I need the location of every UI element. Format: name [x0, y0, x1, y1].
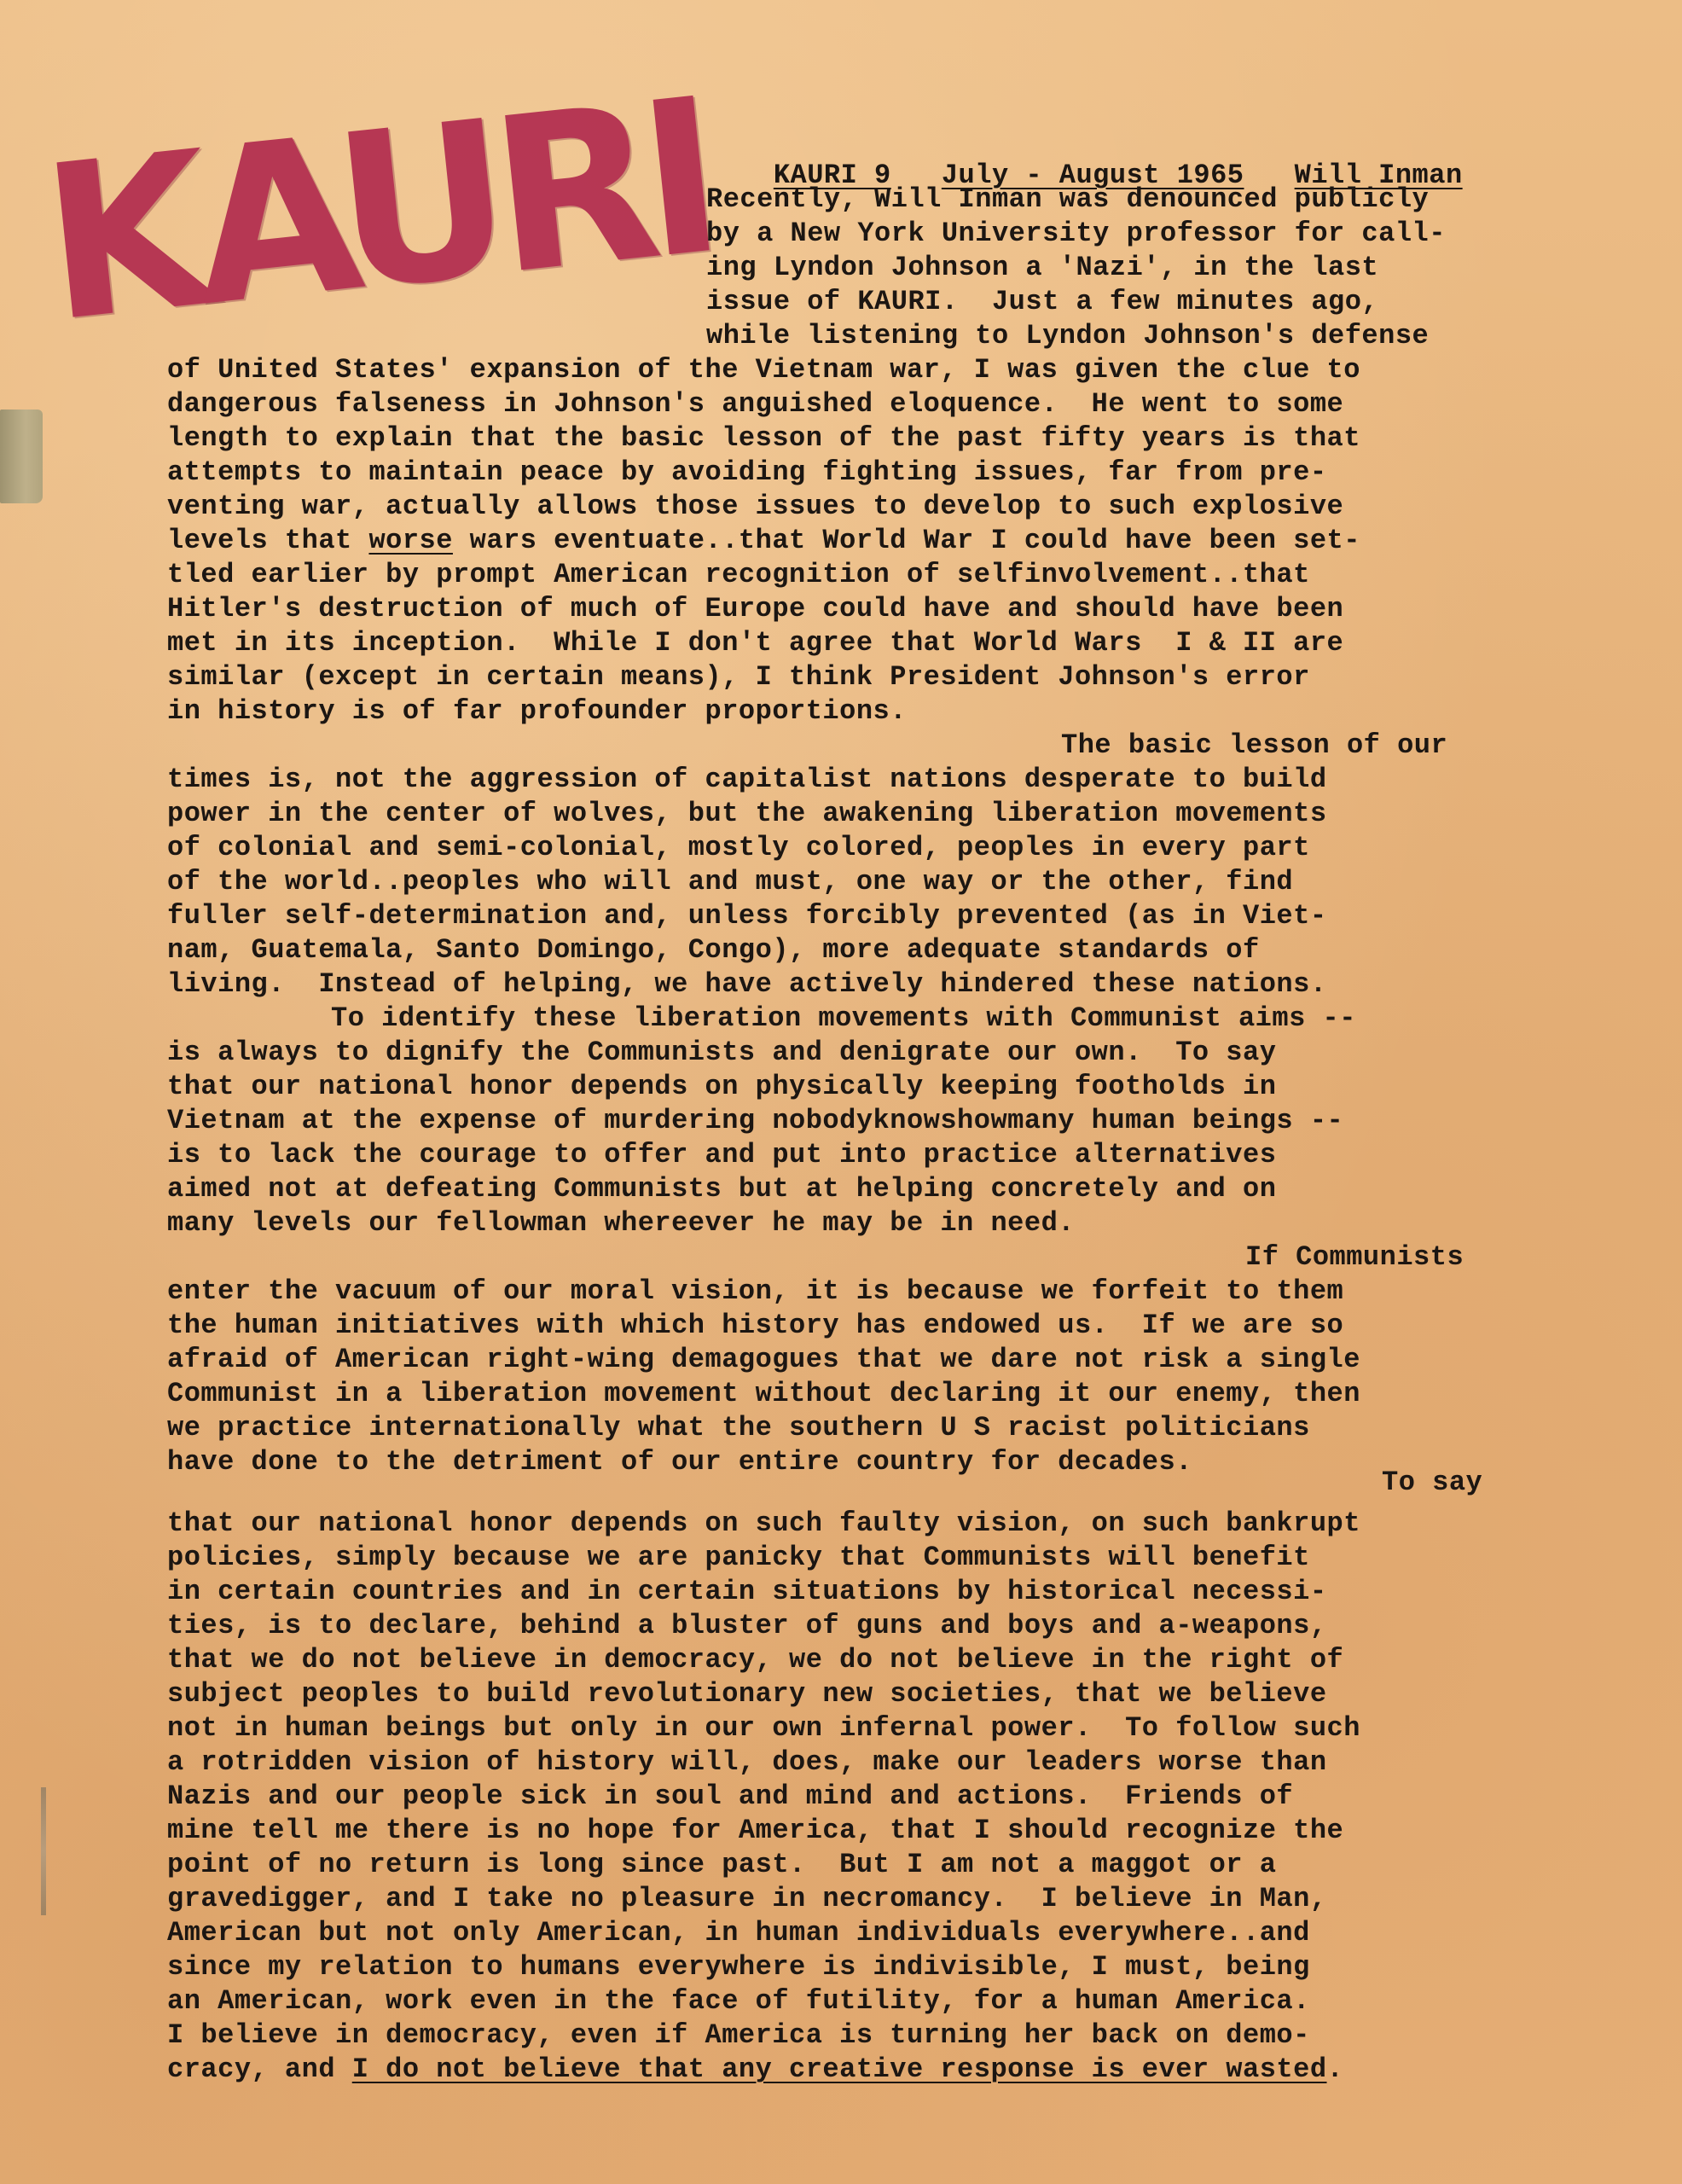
- text-line: afraid of American right-wing demagogues that we dare not risk a single: [167, 1344, 1360, 1375]
- underlined-phrase: I do not believe that any creative response is ever wasted: [351, 2053, 1327, 2085]
- text-line: an American, work even in the face of futility, for a human America.: [167, 1985, 1310, 2017]
- text-segment: levels that: [167, 525, 369, 556]
- text-line: ties, is to declare, behind a bluster of guns and boys and a-weapons,: [167, 1610, 1327, 1641]
- text-line: of colonial and semi-colonial, mostly colored, peoples in every part: [167, 832, 1310, 863]
- text-line: is to lack the courage to offer and put into practice alternatives: [167, 1139, 1277, 1170]
- text-line: times is, not the aggression of capitalist nations desperate to build: [167, 764, 1327, 795]
- text-line: Vietnam at the expense of murdering nobodyknowshowmany human beings --: [167, 1105, 1344, 1136]
- text-line: not in human beings but only in our own infernal power. To follow such: [167, 1712, 1360, 1744]
- text-line: issue of KAURI. Just a few minutes ago,: [706, 286, 1379, 317]
- text-line: in history is of far profounder proportions.: [167, 695, 907, 727]
- text-line: living. Instead of helping, we have actively hindered these nations.: [167, 968, 1327, 1000]
- text-line: venting war, actually allows those issues to develop to such explosive: [167, 491, 1344, 522]
- text-line: The basic lesson of our: [1061, 729, 1448, 761]
- text-line: have done to the detriment of our entire country for decades.: [167, 1446, 1192, 1478]
- logo-text: KAURI: [32, 52, 719, 369]
- text-line: of the world..peoples who will and must, one way or the other, find: [167, 866, 1294, 897]
- text-line: mine tell me there is no hope for America, that I should recognize the: [167, 1815, 1344, 1846]
- text-line: fuller self-determination and, unless forcibly prevented (as in Viet-: [167, 900, 1327, 932]
- text-line: similar (except in certain means), I think President Johnson's error: [167, 661, 1310, 693]
- text-line: dangerous falseness in Johnson's anguished eloquence. He went to some: [167, 388, 1344, 420]
- issue-label: KAURI 9: [773, 160, 891, 191]
- text-segment: cracy, and: [167, 2053, 352, 2085]
- text-line: we practice internationally what the southern U S racist politicians: [167, 1412, 1310, 1443]
- text-line: by a New York University professor for call-: [706, 218, 1446, 249]
- text-line: Communist in a liberation movement without declaring it our enemy, then: [167, 1378, 1360, 1409]
- text-line: I believe in democracy, even if America is turning her back on demo-: [167, 2019, 1310, 2051]
- text-line: nam, Guatemala, Santo Domingo, Congo), more adequate standards of: [167, 934, 1260, 966]
- text-line: attempts to maintain peace by avoiding fighting issues, far from pre-: [167, 456, 1327, 488]
- text-line: of United States' expansion of the Vietnam war, I was given the clue to: [167, 354, 1360, 386]
- text-line: ing Lyndon Johnson a 'Nazi', in the last: [706, 252, 1379, 283]
- text-line: the human initiatives with which history has endowed us. If we are so: [167, 1310, 1344, 1341]
- text-line: that our national honor depends on such faulty vision, on such bankrupt: [167, 1507, 1360, 1539]
- text-line: [167, 524, 1360, 558]
- text-line: while listening to Lyndon Johnson's defense: [706, 320, 1430, 351]
- underlined-word: worse: [368, 525, 453, 556]
- text-line: point of no return is long since past. But I am not a maggot or a: [167, 1849, 1277, 1880]
- text-line: many levels our fellowman whereever he may be in need.: [167, 1207, 1075, 1239]
- kauri-logo-stamp: [32, 52, 719, 369]
- text-line: To identify these liberation movements with Communist aims --: [331, 1002, 1356, 1034]
- text-line: met in its inception. While I don't agree that World Wars I & II are: [167, 627, 1344, 659]
- text-segment: wars eventuate..that World War I could have been set-: [452, 525, 1360, 556]
- text-line: American but not only American, in human individuals everywhere..and: [167, 1917, 1310, 1949]
- text-line: If Communists: [1245, 1241, 1464, 1273]
- text-segment: .: [1326, 2053, 1344, 2085]
- text-line: that our national honor depends on physically keeping footholds in: [167, 1071, 1277, 1102]
- text-line: a rotridden vision of history will, does, make our leaders worse than: [167, 1746, 1327, 1778]
- text-line: Recently, Will Inman was denounced publicly: [706, 183, 1430, 215]
- text-line: length to explain that the basic lesson of the past fifty years is that: [167, 422, 1360, 454]
- issue-author: Will Inman: [1294, 160, 1463, 191]
- text-line: [167, 2053, 1343, 2087]
- text-line: aimed not at defeating Communists but at helping concretely and on: [167, 1173, 1277, 1205]
- text-line: To say: [1382, 1467, 1483, 1498]
- text-line: subject peoples to build revolutionary new societies, that we believe: [167, 1678, 1327, 1710]
- text-line: is always to dignify the Communists and denigrate our own. To say: [167, 1037, 1277, 1068]
- text-line: gravedigger, and I take no pleasure in necromancy. I believe in Man,: [167, 1883, 1327, 1914]
- text-line: that we do not believe in democracy, we do not believe in the right of: [167, 1644, 1344, 1676]
- text-line: in certain countries and in certain situations by historical necessi-: [167, 1576, 1327, 1607]
- text-line: Nazis and our people sick in soul and mind and actions. Friends of: [167, 1780, 1294, 1812]
- text-line: power in the center of wolves, but the awakening liberation movements: [167, 798, 1327, 829]
- text-line: tled earlier by prompt American recognition of selfinvolvement..that: [167, 559, 1310, 590]
- issue-date: July - August 1965: [941, 160, 1244, 191]
- text-line: enter the vacuum of our moral vision, it is because we forfeit to them: [167, 1275, 1344, 1307]
- text-line: policies, simply because we are panicky that Communists will benefit: [167, 1542, 1310, 1573]
- text-line: Hitler's destruction of much of Europe could have and should have been: [167, 593, 1344, 624]
- text-line: since my relation to humans everywhere is indivisible, I must, being: [167, 1951, 1310, 1983]
